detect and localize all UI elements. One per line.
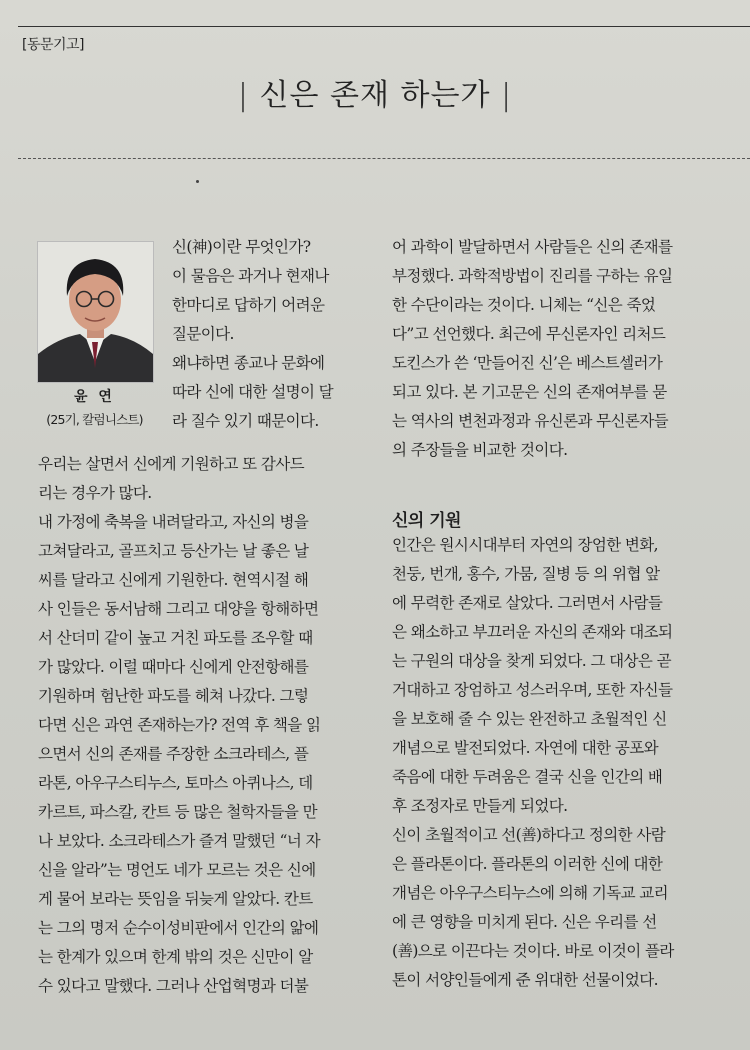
text-line: 사 인들은 동서남해 그리고 대양을 항해하면 xyxy=(38,600,319,618)
text-line: 라 질수 있기 때문이다. xyxy=(172,412,319,430)
text-line: 리는 경우가 많다. xyxy=(38,484,152,502)
author-photo xyxy=(37,241,154,383)
text-line: 고쳐달라고, 골프치고 등산가는 날 좋은 날 xyxy=(38,542,309,560)
article-title: | 신은 존재 하는가 | xyxy=(237,78,513,113)
text-line: 후 조정자로 만들게 되었다. xyxy=(392,797,568,815)
text-line: 신이 초월적이고 선(善)하다고 정의한 사람 xyxy=(392,826,666,844)
dashed-divider xyxy=(18,158,750,159)
decorative-dot xyxy=(196,180,199,183)
text-line: 기원하며 험난한 파도를 헤쳐 나갔다. 그렇 xyxy=(38,687,309,705)
section-tag: [동문기고] xyxy=(22,37,85,53)
text-line: 톤이 서양인들에게 준 위대한 선물이었다. xyxy=(392,971,658,989)
text-line: 으면서 신의 존재를 주장한 소크라테스, 플 xyxy=(38,745,309,763)
text-line: 은 왜소하고 부끄러운 자신의 존재와 대조되 xyxy=(392,623,673,641)
text-line: 에 큰 영향을 미치게 된다. 신은 우리를 선 xyxy=(392,913,657,931)
text-line: 게 물어 보라는 뜻임을 뒤늦게 알았다. 칸트 xyxy=(38,890,313,908)
text-line: 다면 신은 과연 존재하는가? 전역 후 책을 읽 xyxy=(38,716,321,734)
text-line: 가 많았다. 이럴 때마다 신에게 안전항해를 xyxy=(38,658,309,676)
text-line: 따라 신에 대한 설명이 달 xyxy=(172,383,334,401)
right-column-body xyxy=(392,531,674,995)
text-line: 씨를 달라고 신에게 기원한다. 현역시절 해 xyxy=(38,571,309,589)
text-line: 의 주장들을 비교한 것이다. xyxy=(392,441,568,459)
text-line: 신을 알라”는 명언도 네가 모르는 것은 신에 xyxy=(38,861,316,879)
text-line: 을 보호해 줄 수 있는 완전하고 초월적인 신 xyxy=(392,710,667,728)
text-line: 나 보았다. 소크라테스가 즐겨 말했던 “너 자 xyxy=(38,832,320,850)
text-line: (善)으로 이끈다는 것이다. 바로 이것이 플라 xyxy=(392,942,674,960)
top-rule xyxy=(18,26,750,27)
text-line: 수 있다고 말했다. 그러나 산업혁명과 더불 xyxy=(38,977,309,995)
text-line: 천둥, 번개, 홍수, 가뭄, 질병 등 의 위협 앞 xyxy=(392,565,660,583)
text-line: 개념은 아우구스티누스에 의해 기독교 교리 xyxy=(392,884,669,902)
text-line: 카르트, 파스칼, 칸트 등 많은 철학자들을 만 xyxy=(38,803,317,821)
left-column-body xyxy=(38,450,320,1001)
author-affiliation: (25기, 칼럼니스트) xyxy=(46,412,143,427)
author-name: 윤 연 xyxy=(74,389,115,405)
text-line: 왜냐하면 종교나 문화에 xyxy=(172,354,325,372)
text-line: 는 그의 명저 순수이성비판에서 인간의 앎에 xyxy=(38,919,319,937)
text-line: 거대하고 장엄하고 성스러우며, 또한 자신들 xyxy=(392,681,673,699)
text-line: 서 산더미 같이 높고 거친 파도를 조우할 때 xyxy=(38,629,313,647)
author-portrait-image xyxy=(38,242,153,382)
text-line: 되고 있다. 본 기고문은 신의 존재여부를 묻 xyxy=(392,383,667,401)
text-line: 라톤, 아우구스티누스, 토마스 아퀴나스, 데 xyxy=(38,774,313,792)
text-line: 인간은 원시시대부터 자연의 장엄한 변화, xyxy=(392,536,658,554)
text-line: 한 수단이라는 것이다. 니체는 “신은 죽었 xyxy=(392,296,656,314)
text-line: 질문이다. xyxy=(172,325,234,343)
text-line: 죽음에 대한 두려움은 결국 신을 인간의 배 xyxy=(392,768,663,786)
text-line: 부정했다. 과학적방법이 진리를 구하는 유일 xyxy=(392,267,673,285)
text-line: 에 무력한 존재로 살았다. 그러면서 사람들 xyxy=(392,594,663,612)
text-line: 은 플라톤이다. 플라톤의 이러한 신에 대한 xyxy=(392,855,663,873)
text-line: 내 가정에 축복을 내려달라고, 자신의 병을 xyxy=(38,513,309,531)
text-line: 이 물음은 과거나 현재나 xyxy=(172,267,329,285)
text-line: 어 과학이 발달하면서 사람들은 신의 존재를 xyxy=(392,238,673,256)
intro-paragraph xyxy=(172,233,333,436)
text-line: 개념으로 발전되었다. 자연에 대한 공포와 xyxy=(392,739,658,757)
text-line: 다”고 선언했다. 최근에 무신론자인 리처드 xyxy=(392,325,666,343)
text-line: 도킨스가 쓴 ‘만들어진 신’은 베스트셀러가 xyxy=(392,354,663,372)
right-column-intro xyxy=(392,233,672,465)
text-line: 신(神)이란 무엇인가? xyxy=(172,238,311,256)
section-subheading: 신의 기원 xyxy=(392,511,462,531)
text-line: 는 역사의 변천과정과 유신론과 무신론자들 xyxy=(392,412,669,430)
text-line: 는 한계가 있으며 한계 밖의 것은 신만이 알 xyxy=(38,948,313,966)
text-line: 는 구원의 대상을 찾게 되었다. 그 대상은 곧 xyxy=(392,652,671,670)
text-line: 한마디로 답하기 어려운 xyxy=(172,296,325,314)
text-line: 우리는 살면서 신에게 기원하고 또 감사드 xyxy=(38,455,304,473)
